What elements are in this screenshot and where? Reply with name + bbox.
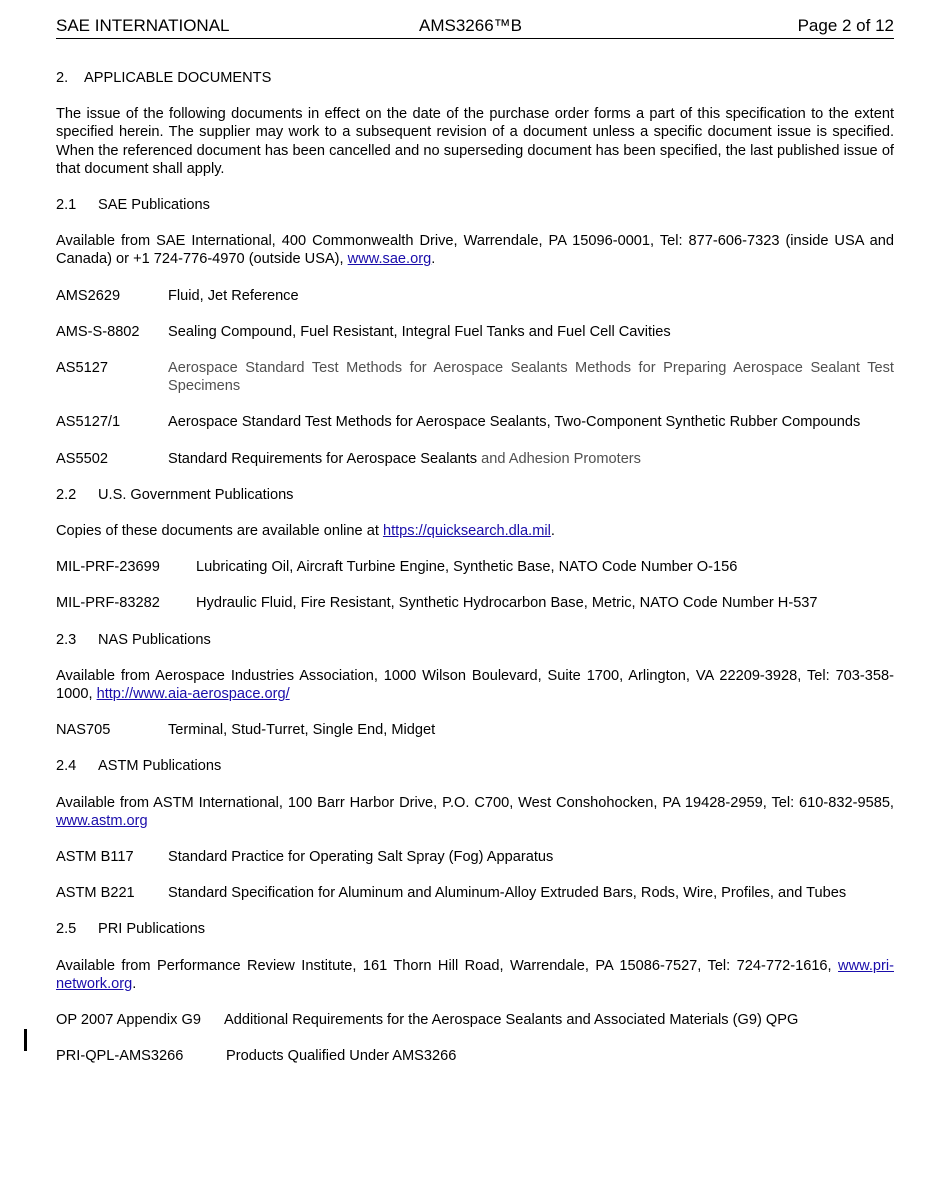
ref-title: Additional Requirements for the Aerospace Sealants and Associated Materials (G9) QPG <box>224 1012 799 1029</box>
ref-nas705 <box>56 721 894 739</box>
section-2-heading <box>56 69 894 87</box>
ref-title: Lubricating Oil, Aircraft Turbine Engine, Synthetic Base, NATO Code Number O-156 <box>196 559 738 576</box>
section-2-1-heading <box>56 196 894 214</box>
ref-op-2007-g9 <box>56 1011 894 1029</box>
availability-end: . <box>550 523 555 540</box>
section-title: NAS Publications <box>98 631 211 648</box>
section-number: 2. <box>56 70 69 86</box>
dla-quicksearch-link[interactable]: https://quicksearch.dla.mil <box>382 523 551 540</box>
ref-astm-b221 <box>56 884 894 902</box>
nas-availability <box>56 667 894 703</box>
section-number: 2.2 <box>56 486 77 503</box>
section-title: U.S. Government Publications <box>98 486 294 503</box>
ref-title: Products Qualified Under AMS3266 <box>226 1048 457 1065</box>
ref-title: Fluid, Jet Reference <box>168 287 299 304</box>
availability-end: . <box>431 251 436 268</box>
ref-pri-qpl-ams3266 <box>56 1047 894 1065</box>
section-2-2-heading <box>56 486 894 504</box>
ref-mil-prf-23699 <box>56 558 894 576</box>
ref-as5502 <box>56 450 894 468</box>
header-page-number: Page 2 of 12 <box>797 16 894 35</box>
header-org: SAE INTERNATIONAL <box>56 16 230 35</box>
ref-code: AS5502 <box>56 450 108 467</box>
availability-text: Available from Performance Review Institute, 161 Thorn Hill Road, Warrendale, PA 15086-7527, Tel: 724-772-1616, <box>56 957 839 974</box>
document-page <box>56 14 894 1066</box>
ref-code: NAS705 <box>56 722 111 739</box>
page-header <box>56 14 894 39</box>
ref-title: Standard Practice for Operating Salt Spray (Fog) Apparatus <box>168 849 554 866</box>
section-2-5-heading <box>56 920 894 938</box>
ref-title: Hydraulic Fluid, Fire Resistant, Synthetic Hydrocarbon Base, Metric, NATO Code Number H-537 <box>196 595 818 612</box>
ref-title: Standard Specification for Aluminum and Aluminum-Alloy Extruded Bars, Rods, Wire, Profiles, and Tubes <box>168 885 847 902</box>
ref-code: MIL-PRF-83282 <box>56 595 160 612</box>
usgov-availability <box>56 522 894 540</box>
ref-as5127 <box>56 359 894 395</box>
section-number: 2.1 <box>56 197 77 214</box>
availability-text: Copies of these documents are available online at <box>56 523 383 540</box>
ref-code: ASTM B221 <box>56 885 135 902</box>
section-number: 2.3 <box>56 631 77 648</box>
section-title: ASTM Publications <box>98 758 222 775</box>
ref-code: AS5127 <box>56 360 108 377</box>
pri-availability <box>56 957 894 993</box>
section-number: 2.5 <box>56 921 77 938</box>
ref-title-added: and Adhesion Promoters <box>477 450 641 467</box>
ref-title: Aerospace Standard Test Methods for Aerospace Sealants, Two-Component Synthetic Rubber Compounds <box>168 414 861 431</box>
section-2-3-heading <box>56 631 894 649</box>
ref-as5127-1 <box>56 413 894 431</box>
ref-code: ASTM B117 <box>56 849 134 866</box>
ref-code: AMS-S-8802 <box>56 323 140 340</box>
section-title: APPLICABLE DOCUMENTS <box>84 70 272 86</box>
ref-code: AMS2629 <box>56 287 121 304</box>
availability-text: Available from SAE International, 400 Commonwealth Drive, Warrendale, PA 15096-0001, Tel: 877-606-7323 (inside USA and Canada) or +1 724-776-4970 (outside USA), <box>56 233 894 268</box>
availability-text: Available from Aerospace Industries Association, 1000 Wilson Boulevard, Suite 1700, Arlington, VA 22209-3928, Tel: 703-358-1000, <box>56 667 894 703</box>
sae-link[interactable]: www.sae.org <box>347 251 432 268</box>
ref-code: OP 2007 Appendix G9 <box>56 1012 201 1029</box>
ref-mil-prf-83282 <box>56 594 894 612</box>
section-title: PRI Publications <box>98 921 206 938</box>
revision-change-bar <box>24 1029 27 1051</box>
ref-title: Aerospace Standard Test Methods for Aerospace Sealants Methods for Preparing Aerospace Sealant Test Specimens <box>168 360 894 395</box>
ref-code: PRI-QPL-AMS3266 <box>56 1048 184 1065</box>
aia-link[interactable]: http://www.aia-aerospace.org/ <box>96 686 290 703</box>
header-doc-number: AMS3266™B <box>419 16 522 35</box>
ref-title <box>168 450 894 468</box>
ref-ams-s-8802 <box>56 323 894 341</box>
section-2-4-heading <box>56 757 894 775</box>
ref-title: Terminal, Stud-Turret, Single End, Midget <box>168 722 436 739</box>
ref-title-main: Standard Requirements for Aerospace Sealants <box>168 450 478 467</box>
astm-link[interactable]: www.astm.org <box>56 812 148 829</box>
ref-title: Sealing Compound, Fuel Resistant, Integral Fuel Tanks and Fuel Cell Cavities <box>168 323 671 340</box>
sae-availability <box>56 232 894 268</box>
page-content <box>56 69 894 1066</box>
section-title: SAE Publications <box>98 197 210 214</box>
ref-ams2629 <box>56 287 894 305</box>
section-number: 2.4 <box>56 758 77 775</box>
availability-end: . <box>132 975 137 992</box>
astm-availability <box>56 794 894 830</box>
availability-text: Available from ASTM International, 100 Barr Harbor Drive, P.O. C700, West Conshohocken, PA 19428-2959, Tel: 610-832-9585, <box>56 794 894 811</box>
ref-astm-b117 <box>56 848 894 866</box>
ref-code: AS5127/1 <box>56 414 121 431</box>
ref-code: MIL-PRF-23699 <box>56 559 160 576</box>
section-2-intro: The issue of the following documents in effect on the date of the purchase order forms a part of this specification to the extent specified herein. The supplier may work to a subsequent revision of a document unless a specific document issue is specified. When the referenced document has been cancelled and no superseding document has been specified, the last published issue of that document shall apply. <box>56 106 894 177</box>
pri-network-link[interactable]: www.pri-network.org <box>56 957 894 992</box>
